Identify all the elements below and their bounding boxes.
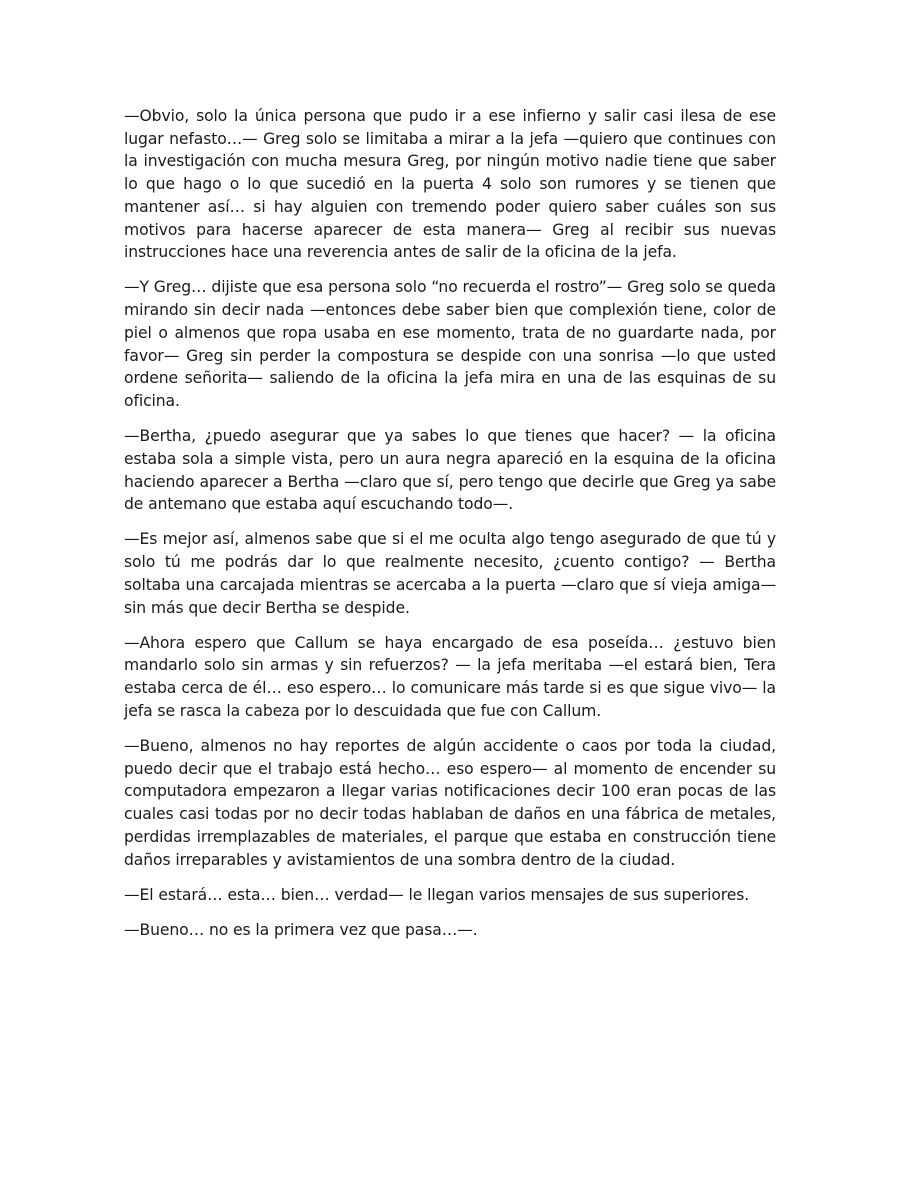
paragraph-3: —Bertha, ¿puedo asegurar que ya sabes lo que tienes que hacer? — la oficina estaba sola a simple vista, pero un aura negra apareció en la esquina de la oficina haciendo aparecer a Bertha —claro que sí, pero tengo que decirle que Greg ya sabe de antemano que estaba aquí escuchando todo—.	[124, 427, 776, 514]
paragraph-8: —Bueno… no es la primera vez que pasa…—.	[124, 921, 478, 939]
paragraph-6: —Bueno, almenos no hay reportes de algún accidente o caos por toda la ciudad, puedo decir que el trabajo está hecho… eso espero— al momento de encender su computadora empezaron a llegar varias notificaciones decir 100 eran pocas de las cuales casi todas por no decir todas hablaban de daños en una fábrica de metales, perdidas irremplazables de materiales, el parque que estaba en construcción tiene daños irreparables y avistamientos de una sombra dentro de la ciudad.	[124, 737, 776, 869]
paragraph-2: —Y Greg… dijiste que esa persona solo “no recuerda el rostro”— Greg solo se queda mirando sin decir nada —entonces debe saber bien que complexión tiene, color de piel o almenos que ropa usaba en ese momento, trata de no guardarte nada, por favor— Greg sin perder la compostura se despide con una sonrisa —lo que usted ordene señorita— saliendo de la oficina la jefa mira en una de las esquinas de su oficina.	[124, 278, 776, 410]
paragraph-1: —Obvio, solo la única persona que pudo ir a ese infierno y salir casi ilesa de ese lugar nefasto…— Greg solo se limitaba a mirar a la jefa —quiero que continues con la investigación con mucha mesura Greg, por ningún motivo nadie tiene que saber lo que hago o lo que sucedió en la puerta 4 solo son rumores y se tienen que mantener así… si hay alguien con tremendo poder quiero saber cuáles son sus motivos para hacerse aparecer de esta manera— Greg al recibir sus nuevas instrucciones hace una reverencia antes de salir de la oficina de la jefa.	[124, 107, 776, 262]
paragraph-7: —El estará… esta… bien… verdad— le llegan varios mensajes de sus superiores.	[124, 885, 750, 904]
paragraph-5: —Ahora espero que Callum se haya encargado de esa poseída… ¿estuvo bien mandarlo solo sin armas y sin refuerzos? — la jefa meritaba —el estará bien, Tera estaba cerca de él… eso espero… lo comunicare más tarde si es que sigue vivo— la jefa se rasca la cabeza por lo descuidada que fue con Callum.	[124, 633, 776, 720]
body-text	[124, 105, 776, 954]
paragraph-4: —Es mejor así, almenos sabe que si el me oculta algo tengo asegurado de que tú y solo tú me podrás dar lo que realmente necesito, ¿cuento contigo? — Bertha soltaba una carcajada mientras se acercaba a la puerta —claro que sí vieja amiga— sin más que decir Bertha se despide.	[124, 530, 776, 617]
